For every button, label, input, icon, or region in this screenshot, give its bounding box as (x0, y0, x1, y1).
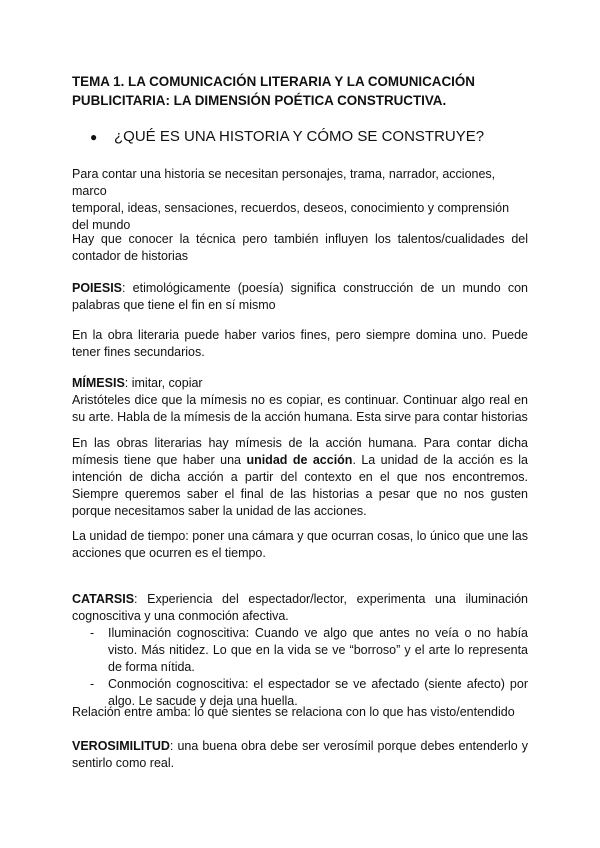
list-item (72, 625, 528, 676)
paragraph-story-elements (72, 166, 528, 234)
paragraph-text: . La unidad de la acción es la intención de dicha acción a partir del contexto en el que nos encontremos. Siempre queremos saber el final de las historias a pesar que no nos gusten porque necesitamos saber la unidad de las acciones. (72, 453, 528, 518)
paragraph-line: Para contar una historia se necesitan personajes, trama, narrador, acciones, marco (72, 167, 496, 198)
definition-verosimilitud (72, 738, 528, 772)
term-poiesis: POIESIS (72, 281, 123, 295)
section-heading (90, 127, 530, 147)
definition-text: : imitar, copiar (124, 376, 203, 390)
paragraph-text: En las obras literarias hay mímesis de la acción humana. Para contar dicha mímesis tiene que haber una (72, 436, 528, 467)
paragraph-unit-of-time: La unidad de tiempo: poner una cámara y que ocurran cosas, lo único que une las acciones que ocurren es el tiempo. (72, 529, 528, 560)
paragraph-unit-of-action (72, 435, 528, 520)
section-heading-text: ¿QUÉ ES UNA HISTORIA Y CÓMO SE CONSTRUYE? (114, 128, 485, 145)
definition-mimesis (72, 375, 528, 392)
definition-poiesis (72, 280, 528, 314)
paragraph-line: temporal, ideas, sensaciones, recuerdos, deseos, conocimiento y comprensión (72, 201, 510, 215)
dash-marker: - (90, 626, 95, 640)
term-catarsis: CATARSIS (72, 592, 135, 606)
term-mimesis: MÍMESIS (72, 376, 125, 390)
catarsis-list (72, 625, 528, 710)
definition-text: : etimológicamente (poesía) significa construcción de un mundo con palabras que tiene el fin en sí mismo (72, 281, 528, 312)
bullet-icon: ● (90, 130, 98, 144)
term-verosimilitud: VEROSIMILITUD (72, 739, 170, 753)
dash-marker: - (90, 677, 95, 691)
list-item-text: Iluminación cognoscitiva: Cuando ve algo que antes no veía o no había visto. Más nitidez. Lo que en la vida se ve “borroso” y el arte lo representa de forma nítida. (108, 626, 528, 674)
paragraph-relation: Relación entre amba: lo que sientes se relaciona con lo que has visto/entendido (72, 705, 515, 719)
paragraph-aristotle: Aristóteles dice que la mímesis no es copiar, es continuar. Continuar algo real en su arte. Habla de la mímesis de la acción humana. Esta sirve para contar historias (72, 393, 528, 424)
document-title: TEMA 1. LA COMUNICACIÓN LITERARIA Y LA COMUNICACIÓN PUBLICITARIA: LA DIMENSIÓN POÉTICA CONSTRUCTIVA. (72, 74, 475, 108)
list-item-text: Conmoción cognoscitiva: el espectador se ve afectado (siente afecto) por algo. Le sacude y deja una huella. (108, 677, 528, 708)
paragraph-technique: Hay que conocer la técnica pero también influyen los talentos/cualidades del contador de historias (72, 232, 528, 263)
definition-text: : Experiencia del espectador/lector, experimenta una iluminación cognoscitiva y una conmoción afectiva. (72, 592, 528, 623)
term-unidad-de-accion: unidad de acción (246, 453, 353, 467)
definition-text: : una buena obra debe ser verosímil porque debes entenderlo y sentirlo como real. (72, 739, 528, 770)
paragraph-line: del mundo (72, 218, 131, 232)
definition-catarsis (72, 591, 528, 625)
paragraph-purposes: En la obra literaria puede haber varios fines, pero siempre domina uno. Puede tener fines secundarios. (72, 328, 528, 359)
